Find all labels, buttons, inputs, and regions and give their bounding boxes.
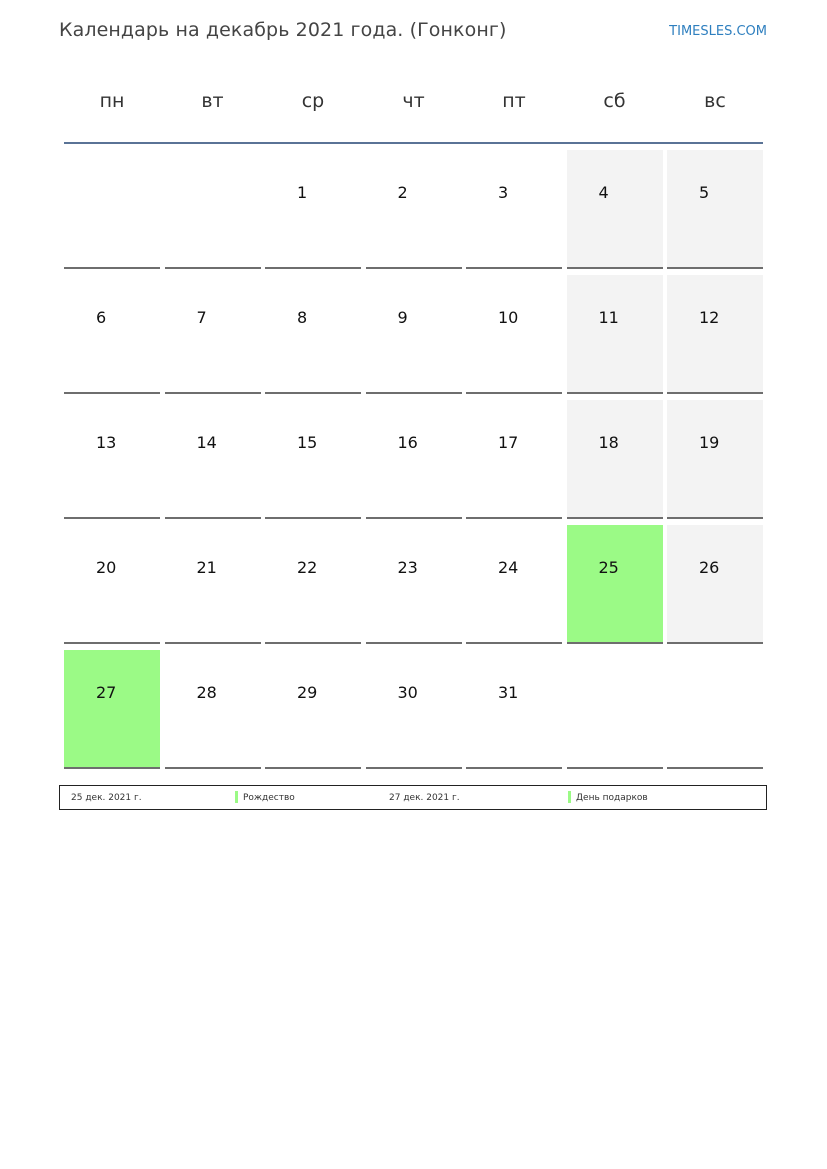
day-cell (667, 275, 763, 394)
day-number: 15 (297, 433, 318, 452)
legend-date-1: 25 дек. 2021 г. (71, 793, 142, 803)
day-number: 20 (96, 558, 117, 577)
empty-day-cell (165, 150, 261, 269)
day-cell (165, 525, 261, 644)
weekday-tue: вт (201, 90, 224, 112)
day-cell (366, 650, 462, 769)
day-cell (466, 275, 562, 394)
day-cell (265, 150, 361, 269)
day-cell (165, 650, 261, 769)
day-number: 2 (397, 183, 408, 202)
day-number: 3 (498, 183, 509, 202)
day-number: 6 (96, 308, 107, 327)
day-number: 19 (699, 433, 720, 452)
day-number: 16 (397, 433, 418, 452)
day-number: 18 (598, 433, 619, 452)
day-number: 30 (397, 683, 418, 702)
weekday-wed: ср (301, 90, 325, 112)
day-number: 12 (699, 308, 720, 327)
day-cell (64, 400, 160, 519)
day-cell (64, 650, 160, 769)
day-number: 11 (598, 308, 619, 327)
day-cell (265, 400, 361, 519)
weekday-sat: сб (603, 90, 626, 112)
day-cell (667, 400, 763, 519)
day-number: 1 (297, 183, 308, 202)
day-number: 22 (297, 558, 318, 577)
legend-name-2: День подарков (576, 793, 648, 803)
day-number: 8 (297, 308, 308, 327)
day-cell (466, 150, 562, 269)
weekday-sun: вс (704, 90, 726, 112)
day-cell (567, 275, 663, 394)
day-cell (667, 525, 763, 644)
day-number: 26 (699, 558, 720, 577)
header-divider (64, 142, 763, 144)
day-number: 25 (598, 558, 619, 577)
legend-date-2: 27 дек. 2021 г. (389, 793, 460, 803)
day-number: 21 (196, 558, 217, 577)
day-cell (567, 525, 663, 644)
day-number: 29 (297, 683, 318, 702)
day-number: 4 (598, 183, 609, 202)
day-cell (466, 525, 562, 644)
weekday-thu: чт (402, 90, 425, 112)
empty-day-cell (667, 650, 763, 769)
day-cell (165, 400, 261, 519)
empty-day-cell (64, 150, 160, 269)
day-cell (366, 275, 462, 394)
day-cell (567, 400, 663, 519)
day-cell (64, 525, 160, 644)
day-cell (366, 400, 462, 519)
day-number: 23 (397, 558, 418, 577)
brand-link[interactable]: TIMESLES.COM (669, 24, 767, 39)
day-number: 5 (699, 183, 710, 202)
day-cell (265, 525, 361, 644)
day-cell (567, 150, 663, 269)
day-number: 24 (498, 558, 519, 577)
day-number: 14 (196, 433, 217, 452)
day-number: 31 (498, 683, 519, 702)
page-title: Календарь на декабрь 2021 года. (Гонконг) (59, 19, 507, 41)
day-number: 9 (397, 308, 408, 327)
day-cell (265, 650, 361, 769)
weekday-fri: пт (502, 90, 526, 112)
day-number: 7 (196, 308, 207, 327)
day-number: 28 (196, 683, 217, 702)
day-cell (165, 275, 261, 394)
day-number: 17 (498, 433, 519, 452)
legend-name-1: Рождество (243, 793, 295, 803)
holiday-legend (59, 785, 767, 810)
day-number: 10 (498, 308, 519, 327)
day-cell (466, 400, 562, 519)
empty-day-cell (567, 650, 663, 769)
day-cell (265, 275, 361, 394)
day-cell (466, 650, 562, 769)
weekday-header (64, 90, 763, 120)
legend-swatch-1 (235, 791, 238, 803)
day-cell (667, 150, 763, 269)
day-number: 13 (96, 433, 117, 452)
legend-swatch-2 (568, 791, 571, 803)
day-number: 27 (96, 683, 117, 702)
day-cell (366, 150, 462, 269)
weekday-mon: пн (99, 90, 125, 112)
day-cell (64, 275, 160, 394)
day-cell (366, 525, 462, 644)
